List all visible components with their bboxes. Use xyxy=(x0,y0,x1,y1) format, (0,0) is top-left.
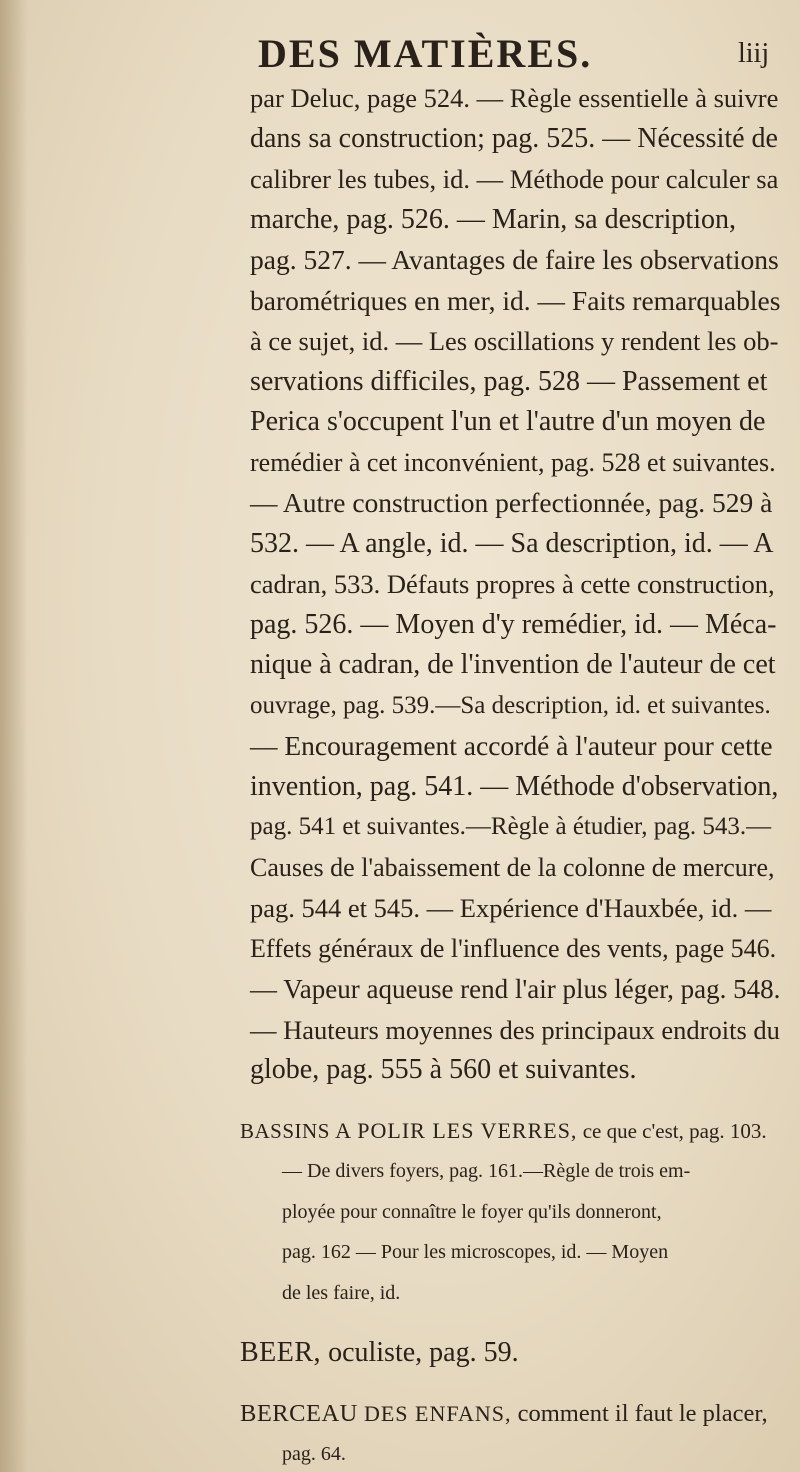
text-line: 532. — A angle, id. — Sa description, id. — A xyxy=(250,527,774,559)
text-line: de les faire, id. xyxy=(282,1281,401,1304)
entry-smallcaps: DES ENFANS, xyxy=(363,1400,512,1426)
entry-headword: BEER, xyxy=(240,1337,322,1368)
text-line: barométriques en mer, id. — Faits remarquables xyxy=(250,284,781,316)
text-line: à ce sujet, id. — Les oscillations y rendent les ob- xyxy=(250,326,779,356)
entry-text: comment il faut le placer, xyxy=(511,1399,768,1427)
text-line: dans sa construction; pag. 525. — Nécessité de xyxy=(250,122,778,154)
text-line: pag. 64. xyxy=(282,1443,346,1465)
text-line: pag. 162 — Pour les microscopes, id. — Moyen xyxy=(282,1241,669,1263)
entry-bassins xyxy=(240,1111,770,1314)
running-head: DES MATIÈRES. xyxy=(258,31,593,76)
text-line: calibrer les tubes, id. — Méthode pour calculer sa xyxy=(250,164,779,194)
entry-headword: BASSINS xyxy=(240,1118,330,1143)
entry-beer xyxy=(240,1333,770,1374)
text-line: cadran, 533. Défauts propres à cette construction, xyxy=(250,569,775,599)
text-line: — Autre construction perfectionnée, pag. 529 à xyxy=(250,487,773,518)
text-line: Causes de l'abaissement de la colonne de mercure, xyxy=(250,852,775,882)
text-line: — Hauteurs moyennes des principaux endroits du xyxy=(250,1014,780,1045)
entry-first-line xyxy=(240,1333,770,1374)
entry-text: oculiste, pag. 59. xyxy=(321,1337,519,1368)
page-gutter-shadow xyxy=(0,0,28,1472)
page-number: liij xyxy=(738,38,770,69)
text-line: nique à cadran, de l'invention de l'auteur de cet xyxy=(250,649,776,680)
text-line: invention, pag. 541. — Méthode d'observation, xyxy=(250,770,779,802)
entry-continuation xyxy=(250,78,781,1091)
text-line: — Vapeur aqueuse rend l'air plus léger, pag. 548. xyxy=(250,974,781,1004)
text-line: globe, pag. 555 à 560 et suivantes. xyxy=(250,1054,637,1085)
text-line: Effets généraux de l'influence des vents, page 546. xyxy=(250,933,777,963)
text-line: pag. 527. — Avantages de faire les observations xyxy=(250,244,779,275)
page-header xyxy=(0,30,800,80)
text-line: ployée pour connaître le foyer qu'ils donneront, xyxy=(282,1200,662,1223)
text-line: remédier à cet inconvénient, pag. 528 et suivantes. xyxy=(250,447,776,477)
entry-text: ce que c'est, pag. 103. xyxy=(577,1118,767,1143)
text-line: — De divers foyers, pag. 161.—Règle de trois em- xyxy=(282,1160,691,1182)
text-line: — Encouragement accordé à l'auteur pour cette xyxy=(250,730,773,761)
text-line: marche, pag. 526. — Marin, sa description, xyxy=(250,203,736,235)
entry-headword: BERCEAU xyxy=(240,1399,358,1427)
text-line: pag. 544 et 545. — Expérience d'Hauxbée, id. — xyxy=(250,893,772,923)
text-line: pag. 541 et suivantes.—Règle à étudier, pag. 543.— xyxy=(250,813,772,840)
entry-first-line xyxy=(240,1111,770,1152)
text-line: ouvrage, pag. 539.—Sa description, id. et suivantes. xyxy=(250,691,771,719)
entry-first-line xyxy=(240,1394,770,1435)
entry-smallcaps: A POLIR LES VERRES, xyxy=(335,1117,578,1143)
text-line: servations difficiles, pag. 528 — Passement et xyxy=(250,365,768,397)
text-line: pag. 526. — Moyen d'y remédier, id. — Méca- xyxy=(250,608,777,640)
entry-berceau xyxy=(240,1394,770,1472)
index-content xyxy=(240,78,781,1472)
text-line: par Deluc, page 524. — Règle essentielle à suivre xyxy=(250,83,779,113)
text-line: Perica s'occupent l'un et l'autre d'un moyen de xyxy=(250,406,766,437)
